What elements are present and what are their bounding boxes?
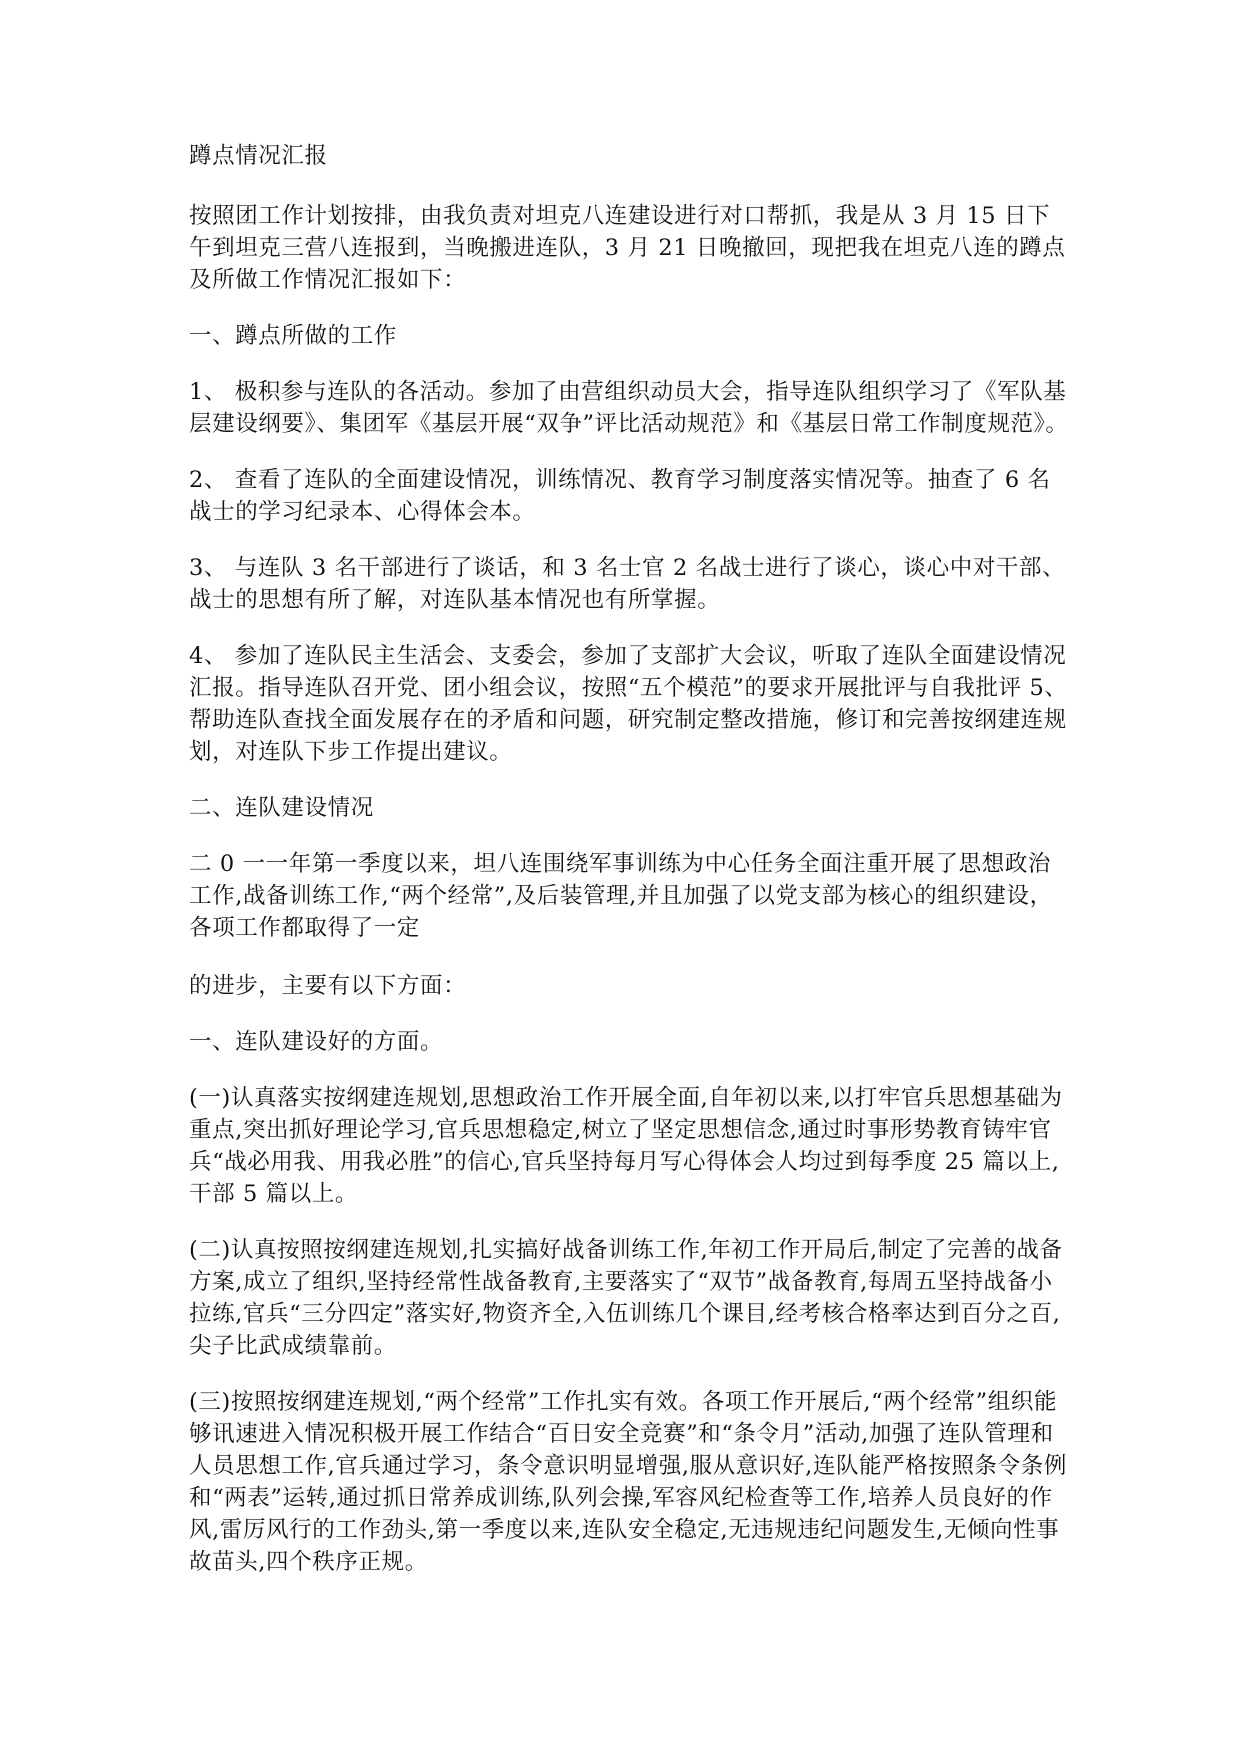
good-point-paragraph: (三)按照按纲建连规划,“两个经常”工作扎实有效。各项工作开展后,“两个经常”组织能够讯速进入情况积极开展工作结合“百日安全竞赛”和“条令月”活动,加强了连队管理和人员思想工作,官兵通过学习，条令意识明显增强,服从意识好,连队能严格按照条令条例和“两表”运转,通过抓日常养成训练,队列会操,军容风纪检查等工作,培养人员良好的作风,雷厉风行的工作劲头,第一季度以来,连队安全稳定,无违规违纪问题发生,无倾向性事故苗头,四个秩序正规。 [189, 1389, 1067, 1575]
good-point-paragraph: (一)认真落实按纲建连规划,思想政治工作开展全面,自年初以来,以打牢官兵思想基础为重点,突出抓好理论学习,官兵思想稳定,树立了坚定思想信念,通过时事形势教育铸牢官兵“战必用我、用我必胜”的信心,官兵坚持每月写心得体会人均过到每季度 25 篇以上,干部 5 篇以上。 [189, 1085, 1063, 1207]
section1-heading: 一、蹲点所做的工作 [189, 323, 397, 349]
section2-paragraph: 二 0 一一年第一季度以来，坦八连围绕军事训练为中心任务全面注重开展了思想政治工作,战备训练工作,“两个经常”,及后装管理,并且加强了以党支部为核心的组织建设，各项工作都取得了一定 [189, 851, 1053, 941]
section2-heading: 二、连队建设情况 [189, 795, 374, 821]
intro-paragraph: 按照团工作计划按排，由我负责对坦克八连建设进行对口帮抓，我是从 3 月 15 日下午到坦克三营八连报到，当晚搬进连队，3 月 21 日晚撤回，现把我在坦克八连的蹲点及所做工作情况汇报如下： [189, 203, 1066, 293]
section2-continuation: 的进步，主要有以下方面： [189, 973, 467, 999]
work-item: 1、 极积参与连队的各活动。参加了由营组织动员大会，指导连队组织学习了《军队基层建设纲要》、集团军《基层开展“双争”评比活动规范》和《基层日常工作制度规范》。 [189, 379, 1069, 437]
document-title: 蹲点情况汇报 [189, 143, 328, 169]
good-point-paragraph: (二)认真按照按纲建连规划,扎实搞好战备训练工作,年初工作开局后,制定了完善的战备方案,成立了组织,坚持经常性战备教育,主要落实了“双节”战备教育,每周五坚持战备小拉练,官兵“三分四定”落实好,物资齐全,入伍训练几个课目,经考核合格率达到百分之百,尖子比武成绩靠前。 [189, 1237, 1063, 1359]
document-page [189, 140, 1069, 1602]
work-item: 3、 与连队 3 名干部进行了谈话，和 3 名士官 2 名战士进行了谈心，谈心中对干部、战士的思想有所了解，对连队基本情况也有所掌握。 [189, 555, 1066, 613]
work-item: 4、 参加了连队民主生活会、支委会，参加了支部扩大会议，听取了连队全面建设情况汇报。指导连队召开党、团小组会议，按照“五个模范”的要求开展批评与自我批评 5、 帮助连队查找全面发展存在的矛盾和问题，研究制定整改措施，修订和完善按纲建连规划，对连队下步工作提出建议。 [189, 643, 1068, 765]
subsection-heading: 一、连队建设好的方面。 [189, 1029, 444, 1055]
work-item: 2、 查看了连队的全面建设情况，训练情况、教育学习制度落实情况等。抽查了 6 名战士的学习纪录本、心得体会本。 [189, 467, 1051, 525]
